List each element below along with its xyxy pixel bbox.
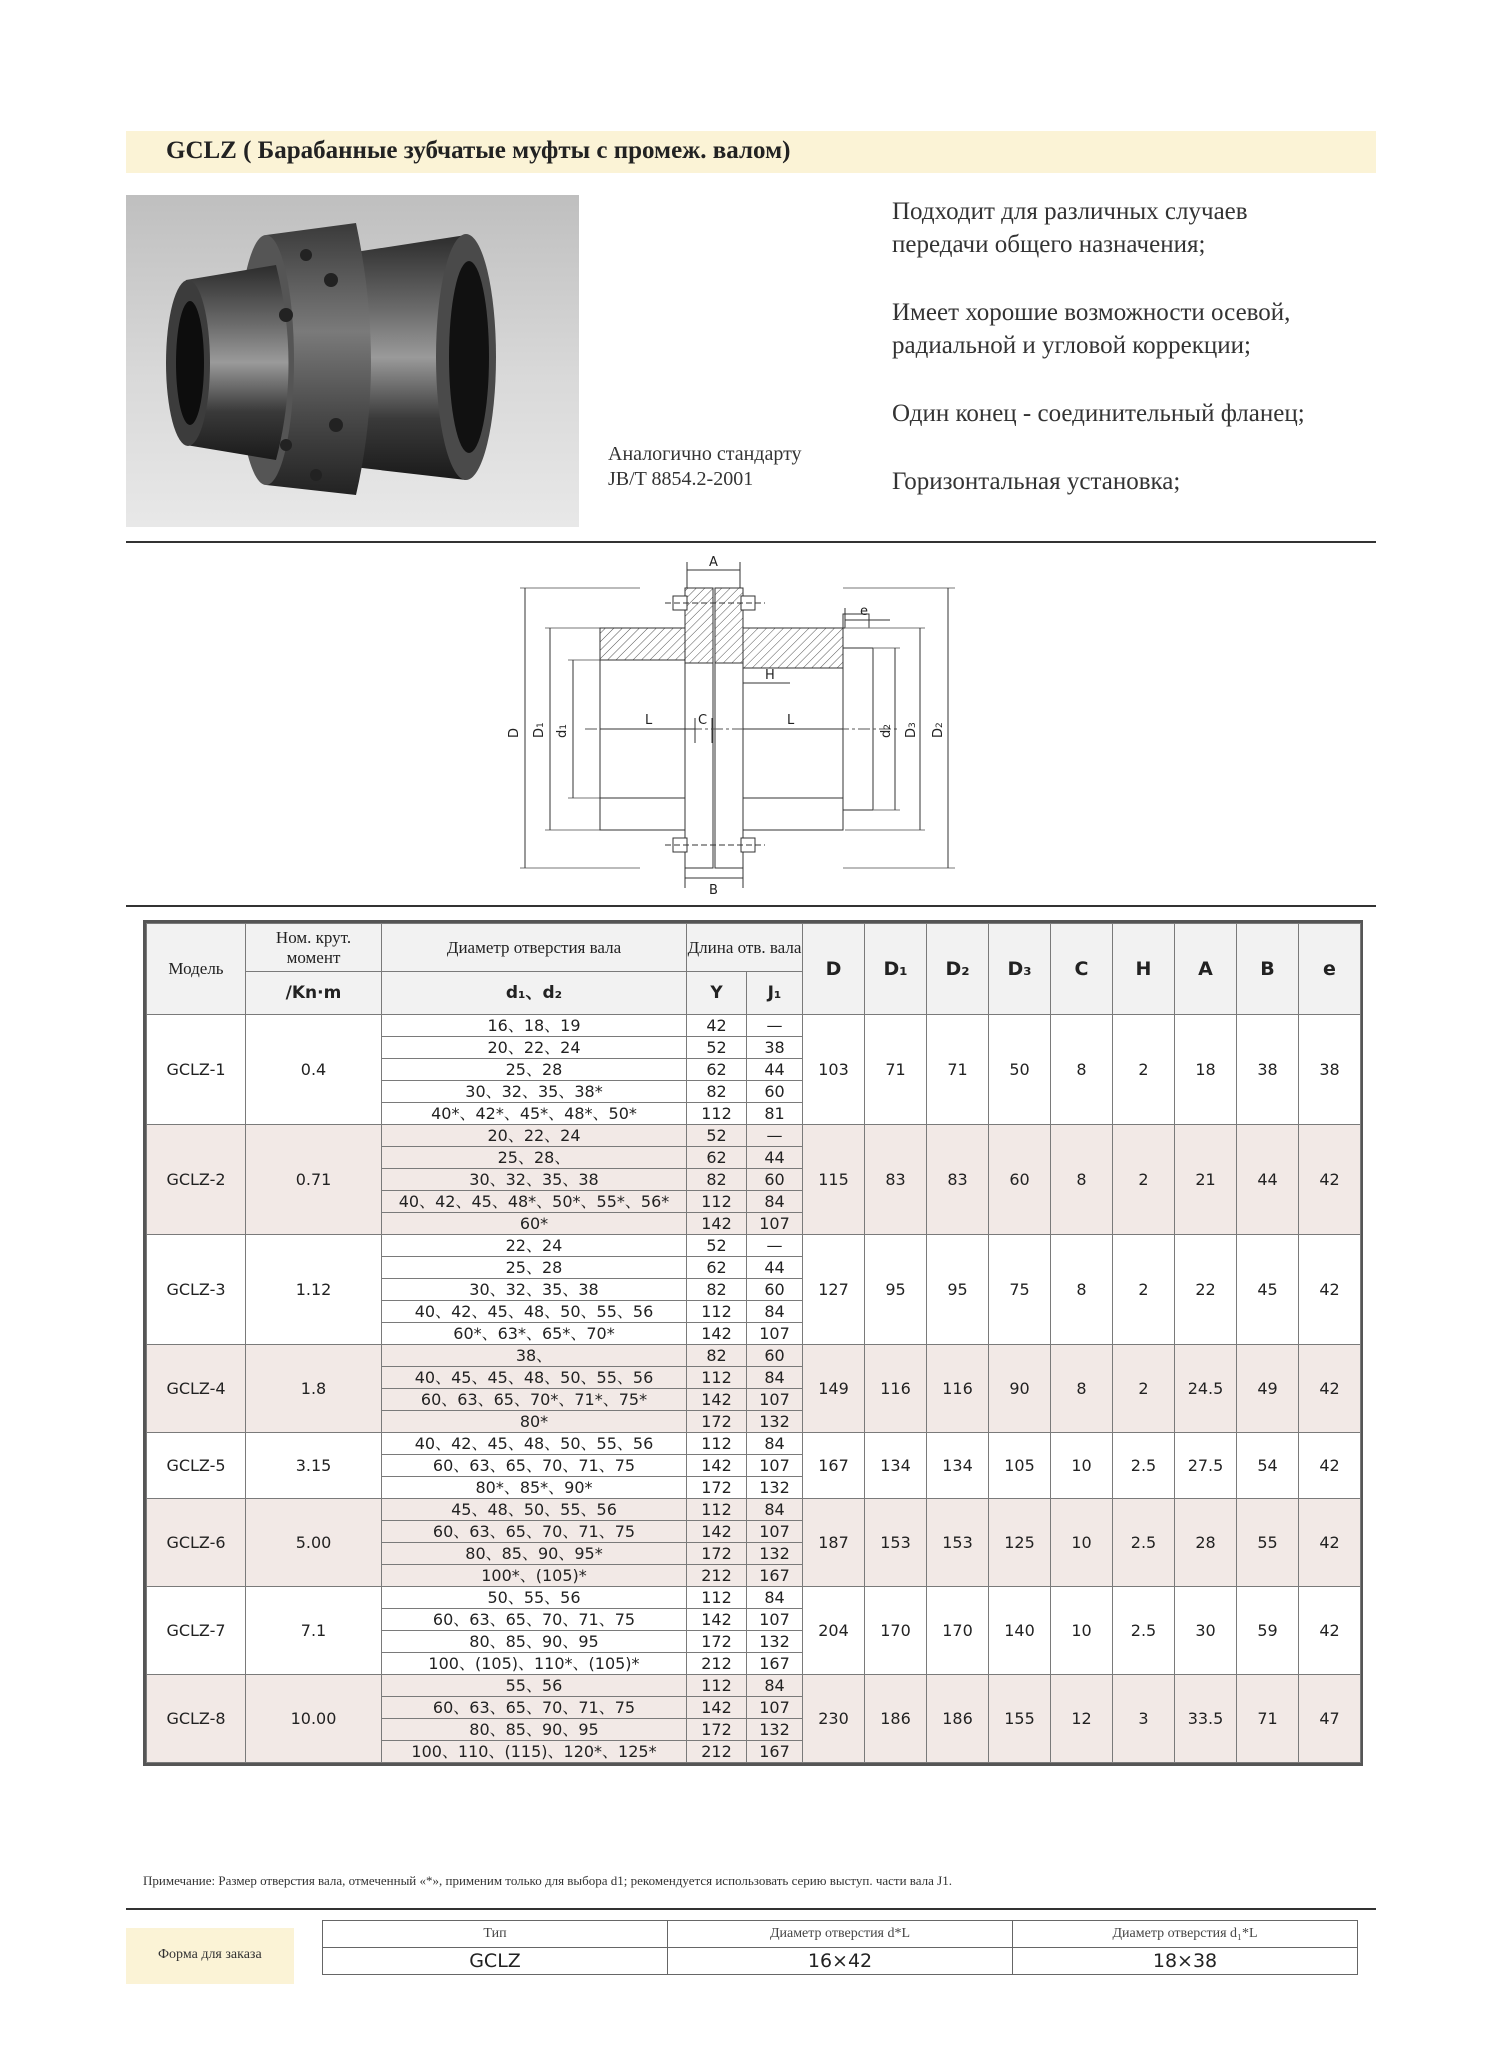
label-D2: D2: [931, 722, 946, 738]
cell-bore: 60、63、65、70、71、75: [382, 1609, 687, 1631]
cell-D3: 125: [989, 1499, 1051, 1587]
cell-D1: 83: [865, 1125, 927, 1235]
cell-bore: 30、32、35、38: [382, 1169, 687, 1191]
header-torque-line: Ном. крут.: [275, 927, 352, 947]
cell-C: 8: [1051, 1345, 1113, 1433]
cell-bore: 60*、63*、65*、70*: [382, 1323, 687, 1345]
product-photo: [126, 195, 579, 527]
cell-e: 42: [1299, 1345, 1361, 1433]
cell-D: 103: [803, 1015, 865, 1125]
header-length: Длина отв. вала: [687, 924, 803, 972]
cell-J1: 107: [747, 1521, 803, 1543]
cell-H: 2: [1113, 1015, 1175, 1125]
cell-J1: 167: [747, 1653, 803, 1675]
cell-H: 2: [1113, 1125, 1175, 1235]
cell-J1: 167: [747, 1741, 803, 1763]
header-D2: D₂: [927, 924, 989, 1015]
cell-D: 149: [803, 1345, 865, 1433]
cell-bore: 40、42、45、48、50、55、56: [382, 1301, 687, 1323]
cell-Y: 172: [687, 1411, 747, 1433]
cell-e: 42: [1299, 1235, 1361, 1345]
cell-Y: 142: [687, 1455, 747, 1477]
feature-line: Горизонтальная установка;: [892, 468, 1181, 495]
label-A: A: [709, 555, 718, 570]
cell-J1: 107: [747, 1697, 803, 1719]
spec-table: [146, 923, 1361, 1763]
cell-bore: 60*: [382, 1213, 687, 1235]
cell-J1: 84: [747, 1499, 803, 1521]
cell-model: GCLZ-3: [147, 1235, 246, 1345]
table-row: [147, 1125, 1361, 1147]
table-note: Примечание: Размер отверстия вала, отмеченный «*», применим только для выбора d1; рекомендуется использовать серию выступ. части вала J1.: [143, 1873, 952, 1888]
cell-bore: 100*、(105)*: [382, 1565, 687, 1587]
cell-bore: 25、28: [382, 1257, 687, 1279]
cell-D2: 186: [927, 1675, 989, 1763]
cell-Y: 62: [687, 1257, 747, 1279]
cell-J1: 132: [747, 1411, 803, 1433]
cell-bore: 40、42、45、48、50、55、56: [382, 1433, 687, 1455]
cell-torque: 0.4: [246, 1015, 382, 1125]
header-D: D: [803, 924, 865, 1015]
cell-J1: 107: [747, 1323, 803, 1345]
cell-J1: 84: [747, 1191, 803, 1213]
cell-bore: 60、63、65、70、71、75: [382, 1455, 687, 1477]
label-D: D: [507, 727, 522, 738]
header-A: A: [1175, 924, 1237, 1015]
cell-B: 38: [1237, 1015, 1299, 1125]
order-value-type: GCLZ: [323, 1948, 668, 1975]
cell-D2: 83: [927, 1125, 989, 1235]
cell-A: 21: [1175, 1125, 1237, 1235]
cell-bore: 16、18、19: [382, 1015, 687, 1037]
feature-list: [892, 195, 1392, 533]
divider-top: [126, 541, 1376, 543]
cell-D: 204: [803, 1587, 865, 1675]
header-torque: [246, 924, 382, 972]
header-J1: J₁: [747, 972, 803, 1015]
cell-e: 42: [1299, 1587, 1361, 1675]
technical-drawing: [490, 548, 970, 898]
cell-D1: 186: [865, 1675, 927, 1763]
cell-C: 10: [1051, 1587, 1113, 1675]
cell-A: 33.5: [1175, 1675, 1237, 1763]
cell-J1: 44: [747, 1147, 803, 1169]
cell-J1: 60: [747, 1345, 803, 1367]
feature-item: [892, 397, 1392, 430]
cell-C: 8: [1051, 1015, 1113, 1125]
cell-A: 28: [1175, 1499, 1237, 1587]
header-B: B: [1237, 924, 1299, 1015]
cell-D: 115: [803, 1125, 865, 1235]
header-Y: Y: [687, 972, 747, 1015]
cell-model: GCLZ-4: [147, 1345, 246, 1433]
cell-D: 230: [803, 1675, 865, 1763]
cell-bore: 80、85、90、95: [382, 1631, 687, 1653]
cell-J1: 84: [747, 1587, 803, 1609]
order-value-row: [323, 1948, 1358, 1975]
header-D3: D₃: [989, 924, 1051, 1015]
order-header-d: Диаметр отверстия d*L: [668, 1921, 1013, 1948]
cell-model: GCLZ-8: [147, 1675, 246, 1763]
cell-bore: 100、(105)、110*、(105)*: [382, 1653, 687, 1675]
cell-J1: 84: [747, 1675, 803, 1697]
cell-Y: 112: [687, 1367, 747, 1389]
label-d1: d1: [555, 724, 570, 738]
header-C: C: [1051, 924, 1113, 1015]
cell-D2: 134: [927, 1433, 989, 1499]
order-label-box: [126, 1928, 294, 1984]
cell-D3: 155: [989, 1675, 1051, 1763]
cell-J1: 60: [747, 1279, 803, 1301]
standard-line-1: Аналогично стандарту: [608, 443, 802, 465]
cell-Y: 212: [687, 1653, 747, 1675]
cell-model: GCLZ-2: [147, 1125, 246, 1235]
cell-e: 47: [1299, 1675, 1361, 1763]
cell-B: 59: [1237, 1587, 1299, 1675]
cell-A: 18: [1175, 1015, 1237, 1125]
cell-Y: 52: [687, 1125, 747, 1147]
cell-bore: 25、28: [382, 1059, 687, 1081]
cell-H: 2: [1113, 1235, 1175, 1345]
cell-J1: —: [747, 1235, 803, 1257]
cell-Y: 172: [687, 1631, 747, 1653]
cell-e: 42: [1299, 1499, 1361, 1587]
cell-Y: 172: [687, 1543, 747, 1565]
title-band: [126, 131, 1376, 173]
cell-bore: 40、42、45、48*、50*、55*、56*: [382, 1191, 687, 1213]
divider-bottom: [126, 1908, 1376, 1910]
order-table: [322, 1920, 1358, 1975]
cell-bore: 55、56: [382, 1675, 687, 1697]
cell-A: 30: [1175, 1587, 1237, 1675]
feature-line: Имеет хорошие возможности осевой,: [892, 299, 1291, 326]
table-row: [147, 1015, 1361, 1037]
cell-e: 42: [1299, 1125, 1361, 1235]
cell-torque: 0.71: [246, 1125, 382, 1235]
cell-B: 54: [1237, 1433, 1299, 1499]
cell-Y: 172: [687, 1477, 747, 1499]
cell-A: 24.5: [1175, 1345, 1237, 1433]
cell-D2: 71: [927, 1015, 989, 1125]
cell-bore: 60、63、65、70、71、75: [382, 1521, 687, 1543]
header-torque-line: момент: [286, 947, 341, 967]
cell-J1: 44: [747, 1257, 803, 1279]
cell-D1: 95: [865, 1235, 927, 1345]
cell-Y: 52: [687, 1235, 747, 1257]
header-bore: Диаметр отверстия вала: [382, 924, 687, 972]
cell-D1: 134: [865, 1433, 927, 1499]
label-d2: d2: [879, 724, 894, 738]
cell-bore: 100、110、(115)、120*、125*: [382, 1741, 687, 1763]
cell-bore: 80*、85*、90*: [382, 1477, 687, 1499]
label-C: C: [698, 713, 708, 728]
cell-torque: 1.12: [246, 1235, 382, 1345]
cell-J1: 84: [747, 1367, 803, 1389]
cell-H: 3: [1113, 1675, 1175, 1763]
cell-C: 8: [1051, 1125, 1113, 1235]
cell-J1: 132: [747, 1477, 803, 1499]
cell-Y: 112: [687, 1103, 747, 1125]
cell-D: 187: [803, 1499, 865, 1587]
label-e: e: [860, 604, 868, 619]
cell-bore: 50、55、56: [382, 1587, 687, 1609]
feature-line: передачи общего назначения;: [892, 231, 1206, 258]
cell-J1: 107: [747, 1609, 803, 1631]
cell-J1: 132: [747, 1631, 803, 1653]
cell-Y: 112: [687, 1587, 747, 1609]
cell-torque: 10.00: [246, 1675, 382, 1763]
cell-Y: 82: [687, 1169, 747, 1191]
standard-reference: [608, 442, 802, 492]
cell-Y: 112: [687, 1191, 747, 1213]
cell-bore: 40、45、45、48、50、55、56: [382, 1367, 687, 1389]
cell-C: 10: [1051, 1433, 1113, 1499]
cell-D: 127: [803, 1235, 865, 1345]
order-header-type: Тип: [323, 1921, 668, 1948]
cell-J1: 132: [747, 1543, 803, 1565]
cell-A: 27.5: [1175, 1433, 1237, 1499]
feature-line: Один конец - соединительный фланец;: [892, 400, 1305, 427]
cell-model: GCLZ-7: [147, 1587, 246, 1675]
standard-line-2: JB/T 8854.2-2001: [608, 468, 754, 490]
cell-B: 55: [1237, 1499, 1299, 1587]
cell-e: 38: [1299, 1015, 1361, 1125]
cell-Y: 142: [687, 1213, 747, 1235]
cell-bore: 20、22、24: [382, 1125, 687, 1147]
cell-J1: 84: [747, 1433, 803, 1455]
feature-item: [892, 195, 1392, 261]
cell-Y: 212: [687, 1741, 747, 1763]
cell-Y: 112: [687, 1433, 747, 1455]
header-D1: D₁: [865, 924, 927, 1015]
label-L-right: L: [787, 713, 795, 728]
label-H: H: [765, 668, 775, 683]
cell-J1: 107: [747, 1389, 803, 1411]
cell-Y: 142: [687, 1521, 747, 1543]
cell-bore: 60、63、65、70、71、75: [382, 1697, 687, 1719]
cell-H: 2.5: [1113, 1433, 1175, 1499]
cell-Y: 42: [687, 1015, 747, 1037]
cell-bore: 30、32、35、38: [382, 1279, 687, 1301]
label-B: B: [709, 883, 718, 898]
cell-H: 2: [1113, 1345, 1175, 1433]
cell-bore: 80、85、90、95*: [382, 1543, 687, 1565]
divider-middle: [126, 905, 1376, 907]
cell-B: 45: [1237, 1235, 1299, 1345]
cell-D3: 105: [989, 1433, 1051, 1499]
cell-D2: 153: [927, 1499, 989, 1587]
cell-D3: 90: [989, 1345, 1051, 1433]
header-bore-sub: d₁、d₂: [382, 972, 687, 1015]
cell-model: GCLZ-5: [147, 1433, 246, 1499]
cell-C: 12: [1051, 1675, 1113, 1763]
cell-bore: 22、24: [382, 1235, 687, 1257]
order-value-d: 16×42: [668, 1948, 1013, 1975]
header-e: e: [1299, 924, 1361, 1015]
cell-bore: 38、: [382, 1345, 687, 1367]
label-D1: D1: [532, 722, 547, 738]
cell-J1: 81: [747, 1103, 803, 1125]
cell-Y: 82: [687, 1345, 747, 1367]
label-D3: D3: [904, 722, 919, 738]
cell-A: 22: [1175, 1235, 1237, 1345]
cell-J1: 167: [747, 1565, 803, 1587]
cell-torque: 1.8: [246, 1345, 382, 1433]
cell-Y: 112: [687, 1499, 747, 1521]
header-model: Модель: [147, 924, 246, 1015]
header-H: H: [1113, 924, 1175, 1015]
feature-item: [892, 465, 1392, 498]
cell-bore: 80*: [382, 1411, 687, 1433]
cell-model: GCLZ-1: [147, 1015, 246, 1125]
cell-D1: 170: [865, 1587, 927, 1675]
cell-D1: 153: [865, 1499, 927, 1587]
cell-torque: 3.15: [246, 1433, 382, 1499]
cell-J1: —: [747, 1125, 803, 1147]
cell-torque: 7.1: [246, 1587, 382, 1675]
table-row: [147, 1587, 1361, 1609]
order-header-row: [323, 1921, 1358, 1948]
cell-Y: 62: [687, 1147, 747, 1169]
cell-D3: 140: [989, 1587, 1051, 1675]
table-row: [147, 1345, 1361, 1367]
cell-B: 49: [1237, 1345, 1299, 1433]
cell-D1: 71: [865, 1015, 927, 1125]
cell-Y: 82: [687, 1081, 747, 1103]
table-row: [147, 1675, 1361, 1697]
order-label: Форма для заказа: [158, 1947, 262, 1962]
cell-J1: 44: [747, 1059, 803, 1081]
cell-J1: 107: [747, 1213, 803, 1235]
cell-J1: 38: [747, 1037, 803, 1059]
cell-C: 10: [1051, 1499, 1113, 1587]
cell-Y: 112: [687, 1301, 747, 1323]
cell-C: 8: [1051, 1235, 1113, 1345]
cell-J1: 84: [747, 1301, 803, 1323]
cell-Y: 62: [687, 1059, 747, 1081]
feature-line: радиальной и угловой коррекции;: [892, 332, 1251, 359]
cell-D: 167: [803, 1433, 865, 1499]
cell-D2: 170: [927, 1587, 989, 1675]
cell-Y: 172: [687, 1719, 747, 1741]
order-header-d1: Диаметр отверстия d₁*L: [1013, 1921, 1358, 1948]
cell-Y: 142: [687, 1697, 747, 1719]
cell-model: GCLZ-6: [147, 1499, 246, 1587]
label-L-left: L: [645, 713, 653, 728]
cell-D3: 60: [989, 1125, 1051, 1235]
cell-bore: 60、63、65、70*、71*、75*: [382, 1389, 687, 1411]
cell-J1: 60: [747, 1081, 803, 1103]
cell-B: 44: [1237, 1125, 1299, 1235]
cell-D3: 50: [989, 1015, 1051, 1125]
cell-D2: 116: [927, 1345, 989, 1433]
cell-J1: 107: [747, 1455, 803, 1477]
cell-D1: 116: [865, 1345, 927, 1433]
cell-Y: 112: [687, 1675, 747, 1697]
cell-J1: 60: [747, 1169, 803, 1191]
cell-bore: 30、32、35、38*: [382, 1081, 687, 1103]
cell-e: 42: [1299, 1433, 1361, 1499]
cell-J1: —: [747, 1015, 803, 1037]
cell-bore: 80、85、90、95: [382, 1719, 687, 1741]
page-title: GCLZ ( Барабанные зубчатые муфты с промеж. валом): [166, 137, 791, 164]
table-row: [147, 1433, 1361, 1455]
cell-Y: 142: [687, 1323, 747, 1345]
cell-bore: 45、48、50、55、56: [382, 1499, 687, 1521]
cell-bore: 20、22、24: [382, 1037, 687, 1059]
cell-Y: 82: [687, 1279, 747, 1301]
cell-D2: 95: [927, 1235, 989, 1345]
feature-item: [892, 296, 1392, 362]
cell-H: 2.5: [1113, 1587, 1175, 1675]
cell-Y: 142: [687, 1609, 747, 1631]
table-row: [147, 1499, 1361, 1521]
cell-H: 2.5: [1113, 1499, 1175, 1587]
cell-Y: 142: [687, 1389, 747, 1411]
spec-table-wrapper: [143, 920, 1363, 1766]
table-row: [147, 1235, 1361, 1257]
cell-J1: 132: [747, 1719, 803, 1741]
cell-D3: 75: [989, 1235, 1051, 1345]
cell-Y: 212: [687, 1565, 747, 1587]
order-value-d1: 18×38: [1013, 1948, 1358, 1975]
cell-B: 71: [1237, 1675, 1299, 1763]
header-torque-unit: /Kn·m: [246, 972, 382, 1015]
cell-bore: 25、28、: [382, 1147, 687, 1169]
cell-Y: 52: [687, 1037, 747, 1059]
cell-torque: 5.00: [246, 1499, 382, 1587]
cell-bore: 40*、42*、45*、48*、50*: [382, 1103, 687, 1125]
feature-line: Подходит для различных случаев: [892, 198, 1248, 225]
